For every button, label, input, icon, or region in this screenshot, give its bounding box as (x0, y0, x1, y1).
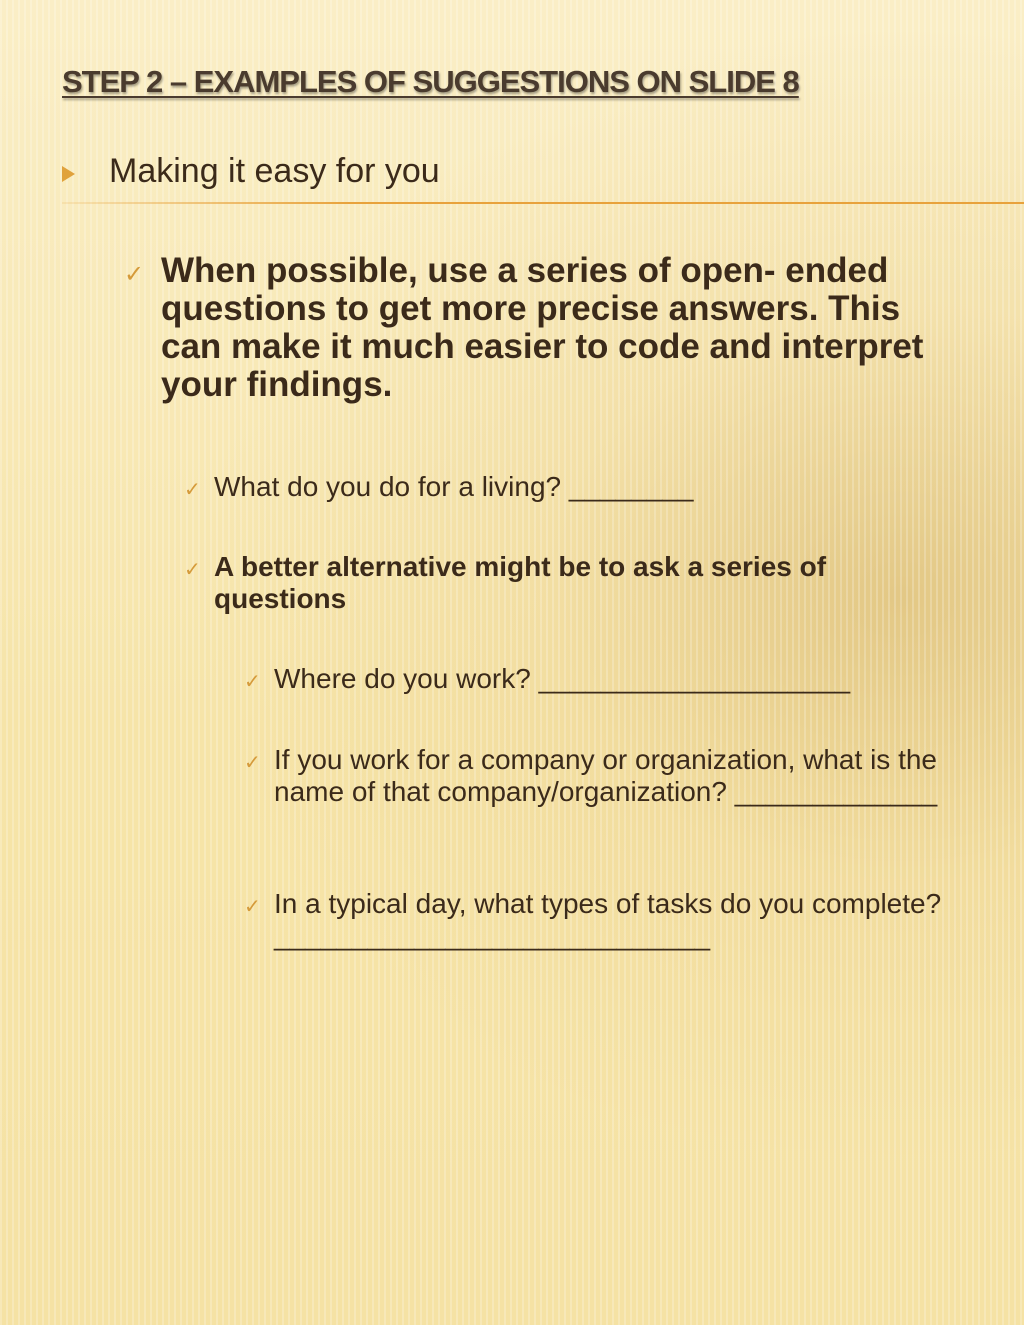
question-text: If you work for a company or organization, what is the name of that company/organization? _____________ (274, 744, 938, 807)
checkmark-icon: ✓ (244, 752, 261, 774)
alternative-item (184, 551, 904, 615)
checkmark-icon: ✓ (184, 479, 201, 501)
question-item (244, 744, 944, 808)
heading-text: Making it easy for you (109, 152, 440, 190)
question-item (244, 663, 944, 698)
checkmark-icon: ✓ (244, 671, 261, 693)
divider-line (62, 202, 1024, 204)
main-point-text: When possible, use a series of open- ended questions to get more precise answers. This can make it much easier to code and interpret your findings. (161, 251, 924, 404)
checkmark-icon: ✓ (184, 559, 201, 581)
main-point-item (124, 252, 964, 404)
question-text: Where do you work? ____________________ (274, 663, 851, 694)
example-question-item (184, 471, 904, 506)
question-item (244, 888, 944, 952)
example-question-text: What do you do for a living? ________ (214, 471, 694, 502)
alternative-text: A better alternative might be to ask a series of questions (214, 551, 827, 614)
arrow-bullet-icon (62, 166, 75, 182)
checkmark-icon: ✓ (244, 896, 261, 918)
slide-title: STEP 2 – EXAMPLES OF SUGGESTIONS ON SLIDE 8 (62, 64, 799, 99)
heading-item (62, 152, 440, 191)
question-text: In a typical day, what types of tasks do you complete?____________________________ (274, 888, 942, 951)
checkmark-icon: ✓ (124, 261, 145, 288)
